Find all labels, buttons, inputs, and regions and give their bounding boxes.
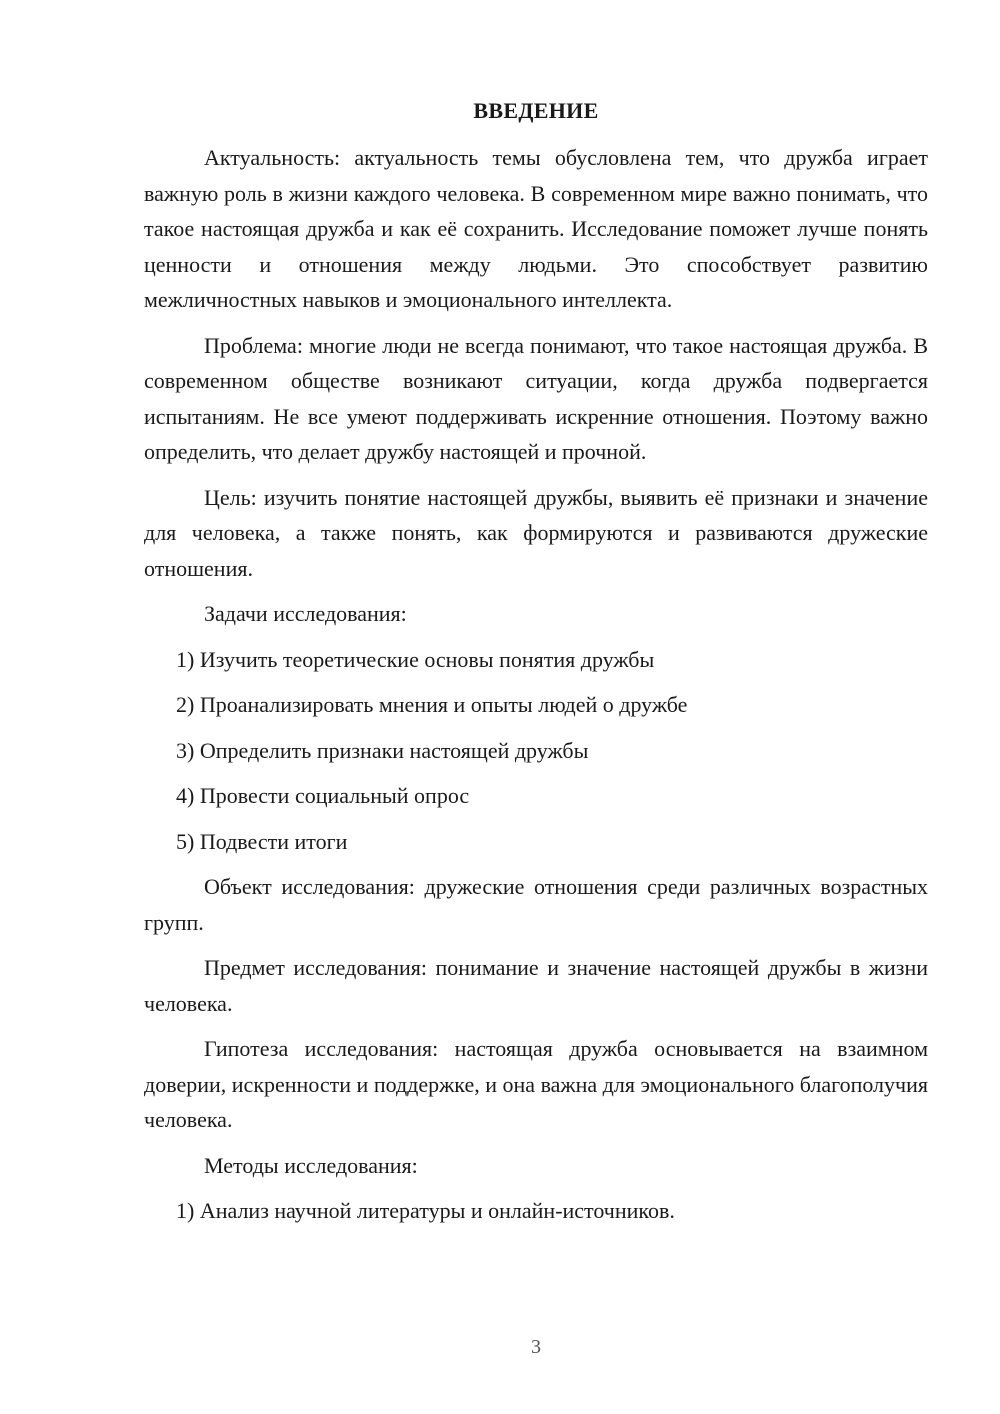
methods-list [144,1193,928,1229]
methods-heading: Методы исследования: [204,1152,418,1178]
list-item: 1) Изучить теоретические основы понятия дружбы [176,646,655,672]
subject-paragraph: Предмет исследования: понимание и значение настоящей дружбы в жизни человека. [144,955,928,1016]
list-item: 3) Определить признаки настоящей дружбы [176,737,589,763]
tasks-heading: Задачи исследования: [204,601,407,626]
list-item: 4) Провести социальный опрос [176,783,470,808]
problem-paragraph: Проблема: многие люди не всегда понимают, что такое настоящая дружба. В современном обществе возникают ситуации, когда дружба подвергается испытаниям. Не все умеют поддерживать искренние отношения. Поэтому важно определить, что делает дружбу настоящей и прочной. [144,332,928,464]
hypothesis-paragraph: Гипотеза исследования: настоящая дружба основывается на взаимном доверии, искренности и поддержке, и она важна для эмоционального благополучия человека. [144,1036,928,1132]
relevance-paragraph: Актуальность: актуальность темы обусловлена тем, что дружба играет важную роль в жизни каждого человека. В современном мире важно понимать, что такое настоящая дружба и как её сохранить. Исследование поможет лучше понять ценности и отношения между людьми. Это способствует развитию межличностных навыков и эмоционального интеллекта. [144,145,928,312]
document-body [144,140,928,1239]
list-item: 2) Проанализировать мнения и опыты людей о дружбе [176,692,688,717]
object-paragraph: Объект исследования: дружеские отношения среди различных возрастных групп. [144,874,928,935]
tasks-list [144,642,928,860]
list-item: 1) Анализ научной литературы и онлайн-источников. [176,1198,675,1223]
page-title: ВВЕДЕНИЕ [473,98,599,123]
list-item: 5) Подвести итоги [176,828,348,854]
goal-paragraph: Цель: изучить понятие настоящей дружбы, выявить её признаки и значение для человека, а также понять, как формируются и развиваются дружеские отношения. [144,484,928,581]
page-number: 3 [531,1336,541,1358]
